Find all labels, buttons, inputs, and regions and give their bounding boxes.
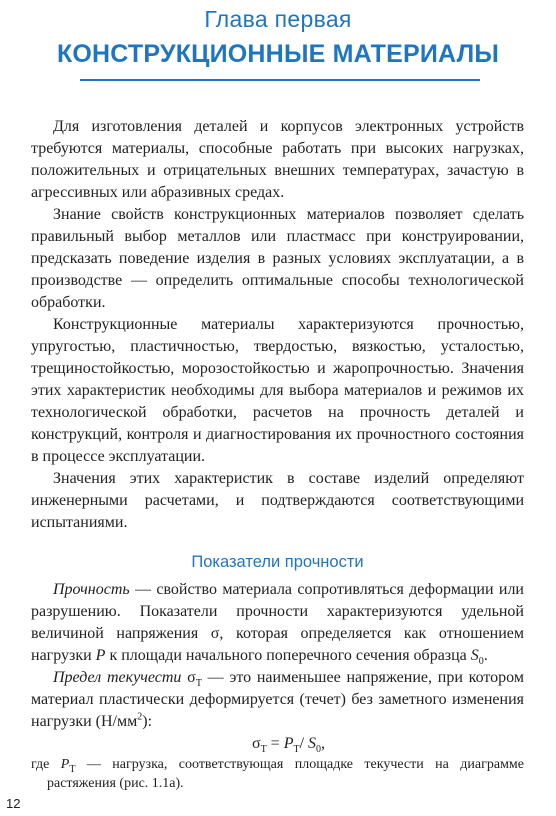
paragraph-knowledge: Знание свойств конструкционных материалов позволяет сделать правильный выбор металлов или пластмасс при конструировании, предсказать поведение изделия в разных условиях эксплуатации, а в производстве — определить оптимальные способы технологической обработки. (31, 206, 524, 311)
term-strength: Прочность (53, 581, 130, 598)
chapter-title: КОНСТРУКЦИОННЫЕ МАТЕРИАЛЫ (56, 40, 500, 68)
formula-note: где $P_Т$ — нагрузка, соответствующая площадке текучести на диаграмме растяжения (рис. 1.1а). (31, 757, 524, 791)
section-heading: Показатели прочности (191, 553, 364, 571)
formula-yield-strength: $\sigma_Т = P_Т/$ $S_0$, (251, 735, 326, 756)
paragraph-strength: Прочность — свойство материала сопротивляться деформации или разрушению. Показатели прочности характеризуются удельной величиной напряжения σ, которая определяется как отношением нагрузки P к площади начального поперечного сечения образца $S_0$. (31, 581, 524, 668)
body-text (31, 116, 524, 793)
paragraph-yield-strength: Предел текучести $\sigma_Т$ — это наименьшее напряжение, при котором материал пластически деформируется (течет) без заметного изменения нагрузки $(Н/мм^2)$: (31, 669, 524, 730)
term-yield-strength: Предел текучести (53, 669, 182, 686)
paragraph-calculations: Значения этих характеристик в составе изделий определяют инженерными расчетами, и подтверждаются соответствующими испытаниями. (31, 470, 524, 531)
chapter-label: Глава первая (204, 6, 352, 32)
paragraph-characteristics: Конструкционные материалы характеризуются прочностью, упругостью, пластичностью, твердостью, вязкостью, усталостью, трещиностойкостью, морозостойкостью и жаропрочностью. Значения этих характеристик необходимы для выбора материалов и режимов их технологической обработки, расчетов на прочность деталей и конструкций, контроля и диагностирования их прочностного состояния в процессе эксплуатации. (31, 316, 524, 465)
page-number: 12 (6, 796, 21, 811)
title-underline (80, 79, 480, 81)
paragraph-intro: Для изготовления деталей и корпусов электронных устройств требуются материалы, способные работать при высоких нагрузках, положительных и отрицательных внешних температурах, зачастую в агрессивных или абразивных средах. (31, 118, 524, 201)
